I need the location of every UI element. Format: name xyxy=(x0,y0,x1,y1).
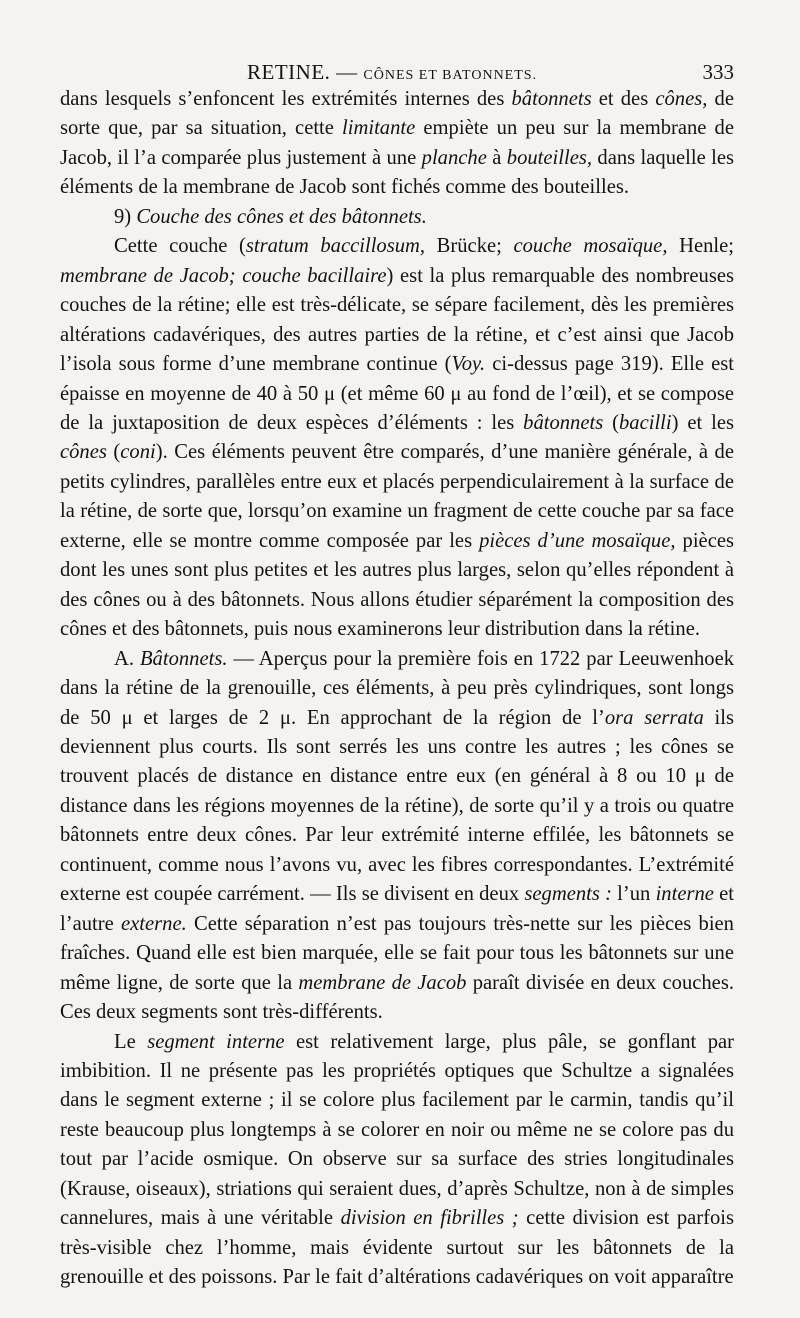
text-run: ) est la plus remarquable des nombreuses couches de la rétine; elle est très-délicate, se sépare facilement, dès les premières altérations cadavériques, des autres parties de la rétine, et c’est ainsi que Jacob l’isola sous forme d’une membrane continue ( xyxy=(60,264,734,376)
italic-text-run: bâtonnets xyxy=(523,411,604,434)
italic-text-run: coni xyxy=(120,441,156,464)
text-run: est relativement large, plus pâle, se gonflant par imbibition. Il ne présente pas les propriétés optiques que Schultze a signalées dans le segment externe ; il se colore plus facilement par le carmin, tandis qu’il reste beaucoup plus longtemps à se colorer en noir ou même ne se colore pas du tout par l’acide osmique. On observe sur sa surface des stries longitudinales (Krause, oiseaux), striations qui seraient dues, d’après Schultze, non à de simples cannelures, mais à une véritable xyxy=(60,1030,735,1230)
italic-text-run: externe. xyxy=(121,912,187,935)
text-run: l’un xyxy=(611,883,656,906)
text-run: Brücke; xyxy=(425,235,514,258)
text-run: Cette séparation n’est pas toujours très-nette sur les pièces bien fraîches. Quand elle est bien marquée, elle se fait pour tous les bâtonnets sur une même ligne, de sorte que la xyxy=(60,912,734,994)
italic-text-run: couche mosaïque, xyxy=(513,235,668,258)
text-run: de sorte que, par sa situation, cette xyxy=(60,88,734,140)
text-run: A. xyxy=(114,647,140,670)
running-title-dash: — xyxy=(336,60,358,84)
text-run: Le xyxy=(114,1030,148,1053)
italic-text-run: Bâtonnets. xyxy=(139,647,228,670)
paragraph xyxy=(60,645,734,1028)
italic-text-run: membrane de Jacob xyxy=(298,971,467,994)
text-run: pièces dont les unes sont plus petites et les autres plus larges, selon qu’elles répondent à des cônes ou à des bâtonnets. Nous allons étudier séparément la composition des cônes et des bâtonnets, puis nous examinerons leur distribution dans la rétine. xyxy=(60,529,734,641)
italic-text-run: membrane de Jacob; couche bacillaire xyxy=(60,264,387,287)
text-run: ( xyxy=(106,441,121,464)
text-run: paraît divisée en deux couches. Ces deux segments sont très-différents. xyxy=(60,971,734,1024)
running-title xyxy=(247,60,537,85)
italic-text-run: interne xyxy=(655,883,714,906)
italic-text-run: bâtonnets xyxy=(511,88,592,110)
text-run: cette division est parfois très-visible chez l’homme, mais évidente surtout sur les bâtonnets de la grenouille et des poissons. Par le fait d’altérations cadavériques on voit apparaître xyxy=(60,1207,735,1289)
italic-text-run: division en fibrilles ; xyxy=(340,1207,519,1230)
text-run: ci-dessus page 319). Elle est épaisse en moyenne de 40 à 50 μ (et même 60 μ au fond de l’œil), et se compose de la juxtaposition de deux espèces d’éléments : les xyxy=(60,353,734,434)
text-run: et des xyxy=(591,88,656,110)
paragraph xyxy=(60,203,734,232)
italic-text-run: limitante xyxy=(342,117,416,140)
text-run: ) et les xyxy=(671,411,734,434)
body-text xyxy=(60,85,734,1293)
paragraph xyxy=(60,85,734,203)
text-run: dans laquelle les éléments de la membrane de Jacob sont fichés comme des bouteilles. xyxy=(60,146,734,199)
text-run: ). Ces éléments peuvent être comparés, d’une manière générale, à de petits cylindres, parallèles entre eux et placés perpendiculairement à la surface de la rétine, de sorte que, lorsqu’on examine un fragment de cette couche par sa face externe, elle se montre comme composée par les xyxy=(60,441,734,552)
italic-text-run: segments : xyxy=(524,883,612,906)
paragraph xyxy=(60,232,734,644)
italic-text-run: planche xyxy=(421,146,487,169)
text-run: Cette couche ( xyxy=(114,235,246,258)
text-run: 9) xyxy=(114,205,137,228)
running-title-sub: CÔNES ET BATONNETS. xyxy=(363,68,538,83)
text-run: ( xyxy=(603,411,619,434)
running-header xyxy=(60,48,734,84)
running-title-main: RETINE. xyxy=(247,60,331,84)
text-run: à xyxy=(486,146,507,169)
italic-text-run: Voy. xyxy=(451,353,486,376)
text-run: Henle; xyxy=(667,235,734,258)
italic-text-run: stratum baccillosum, xyxy=(245,235,426,258)
text-run: et l’autre xyxy=(60,883,734,935)
italic-text-run: cônes, xyxy=(655,88,708,110)
text-run: dans lesquels s’enfoncent les extrémités internes des xyxy=(60,88,512,110)
italic-text-run: cônes xyxy=(60,441,107,464)
italic-text-run: bouteilles, xyxy=(506,146,593,169)
text-run: empiète un peu sur la membrane de Jacob, il l’a comparée plus justement à une xyxy=(60,117,734,169)
page-number: 333 xyxy=(702,60,734,84)
italic-text-run: segment interne xyxy=(147,1030,285,1053)
italic-text-run: ora serrata xyxy=(604,706,704,729)
paragraph xyxy=(60,1028,734,1293)
italic-text-run: bacilli xyxy=(618,411,672,434)
italic-text-run: Couche des cônes et des bâtonnets. xyxy=(136,205,427,228)
italic-text-run: pièces d’une mosaïque, xyxy=(479,529,676,552)
text-run: — Aperçus pour la première fois en 1722 par Leeuwenhoek dans la rétine de la grenouille, ces éléments, à peu près cylindriques, sont longs de 50 μ et larges de 2 μ. En approchant de la région de l’ xyxy=(60,647,735,729)
text-run: ils deviennent plus courts. Ils sont serrés les uns contre les autres ; les cônes se trouvent placés de distance en distance entre eux (en général à 8 ou 10 μ de distance dans les régions moyennes de la rétine), de sorte qu’il y a trois ou quatre bâtonnets entre deux cônes. Par leur extrémité interne effilée, les bâtonnets se continuent, comme nous l’avons vu, avec les fibres correspondantes. L’extrémité externe est coupée carrément. — Ils se divisent en deux xyxy=(60,706,734,906)
